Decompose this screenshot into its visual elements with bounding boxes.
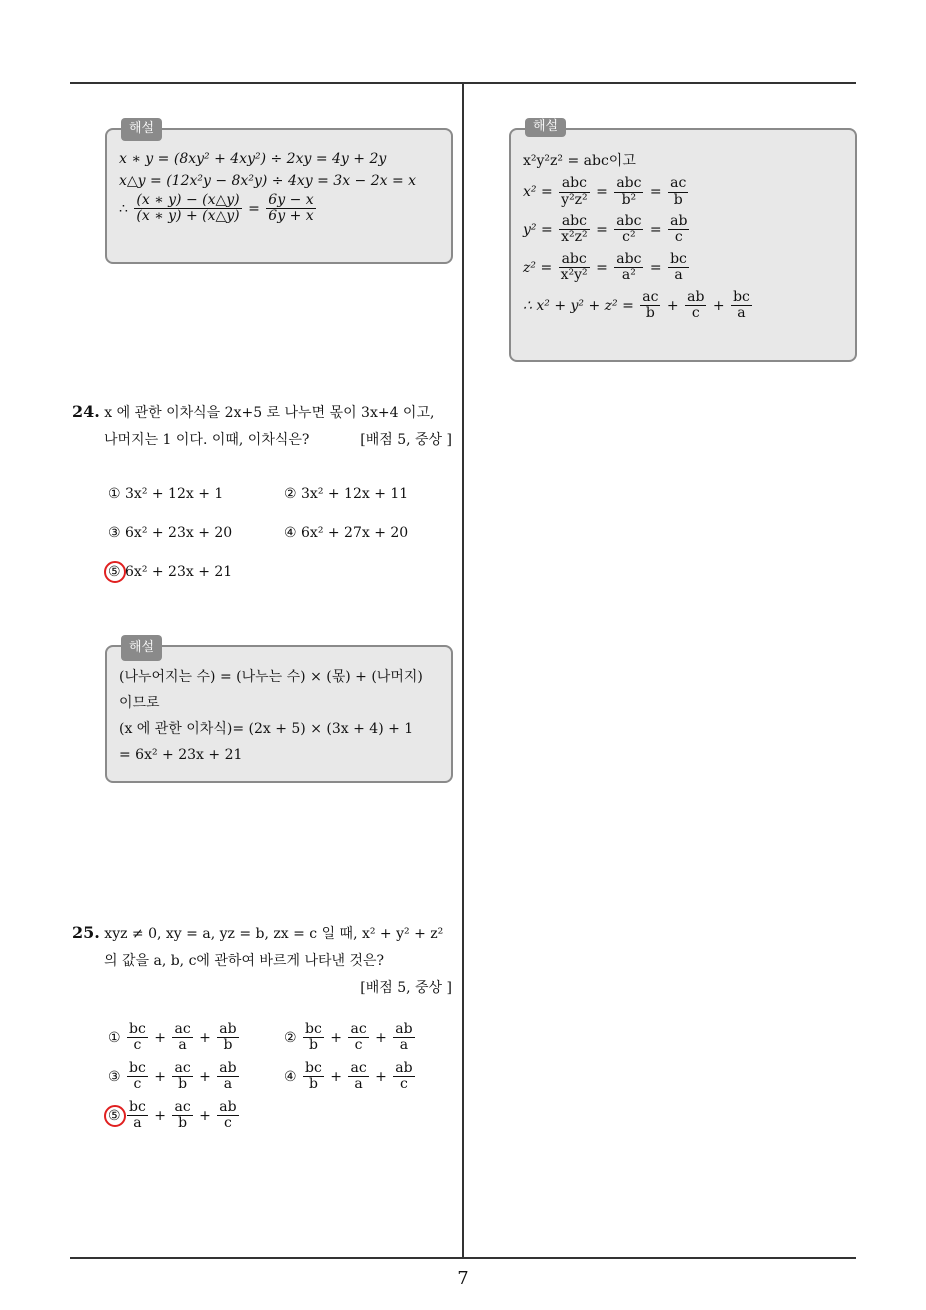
equals-sign: =	[649, 221, 662, 238]
fraction-numerator: abc	[616, 250, 642, 267]
question-line	[72, 918, 452, 948]
fraction-numerator: bc	[305, 1021, 322, 1037]
option-mark: ③	[108, 1068, 121, 1085]
fraction-denominator: b²	[621, 191, 637, 208]
solution-tag: 해설	[525, 118, 566, 137]
fraction	[348, 1022, 368, 1054]
question-line	[72, 397, 452, 427]
fraction	[393, 1061, 414, 1093]
fraction	[266, 193, 315, 225]
solution-box-24	[105, 640, 453, 783]
solution-line: (나누어지는 수) = (나누는 수) × (몫) + (나머지)	[119, 669, 423, 685]
fraction-numerator: abc	[559, 214, 590, 230]
plus-sign: +	[154, 1107, 167, 1124]
points-label: [배점 5, 중상 ]	[360, 979, 452, 996]
fraction-denominator: b	[223, 1037, 233, 1054]
fraction	[217, 1022, 238, 1054]
solution-line: x ∗ y = (8xy² + 4xy²) ÷ 2xy = 4y + 2y	[119, 151, 387, 167]
plus-sign: +	[154, 1068, 167, 1085]
equals-sign: =	[596, 259, 608, 276]
fraction-numerator: ab	[687, 288, 705, 305]
fraction-numerator: abc	[559, 252, 590, 268]
solution-line: x△y = (12x²y − 8x²y) ÷ 4xy = 3x − 2x = x	[119, 173, 417, 190]
solution-fraction-line	[119, 193, 439, 225]
fraction-denominator: a	[178, 1037, 187, 1054]
option-5[interactable]	[108, 1100, 241, 1132]
fraction	[127, 1022, 148, 1054]
solution-y2-line	[523, 214, 843, 246]
lhs: z² =	[523, 259, 553, 276]
fraction-numerator: ab	[670, 212, 688, 229]
plus-sign: +	[330, 1029, 343, 1046]
option-text: 6x² + 27x + 20	[301, 525, 409, 541]
question-text: xyz ≠ 0, xy = a, yz = b, zx = c 일 때, x² + y² + z²	[104, 926, 444, 942]
option-text: 3x² + 12x + 11	[301, 486, 409, 502]
question-line	[72, 427, 452, 454]
equals-sign: =	[649, 259, 662, 276]
equals-sign: =	[248, 200, 260, 217]
lhs: y² =	[523, 221, 553, 238]
column-divider	[462, 82, 464, 1258]
fraction	[217, 1061, 238, 1093]
fraction-numerator: bc	[129, 1060, 146, 1076]
fraction-numerator: bc	[129, 1021, 146, 1037]
option-mark: ①	[108, 486, 121, 502]
fraction-denominator: b	[178, 1076, 188, 1093]
question-24	[72, 397, 452, 454]
fraction	[303, 1022, 324, 1054]
question-line	[72, 975, 452, 1002]
fraction	[127, 1100, 148, 1132]
fraction-numerator: ac	[174, 1099, 191, 1115]
fraction	[393, 1022, 414, 1054]
fraction	[217, 1100, 238, 1132]
fraction-denominator: (x ∗ y) + (x△y)	[136, 208, 240, 225]
fraction-numerator: ac	[642, 288, 659, 305]
plus-sign: +	[199, 1068, 211, 1085]
fraction-denominator: b	[645, 304, 655, 321]
fraction-numerator: ab	[219, 1099, 237, 1115]
option-2[interactable]	[284, 486, 408, 502]
fraction-denominator: c	[674, 229, 683, 246]
bottom-rule	[70, 1257, 856, 1259]
fraction	[172, 1061, 192, 1093]
fraction-denominator: c	[691, 304, 700, 321]
question-text: 나머지는 1 이다. 이때, 이차식은?	[104, 432, 310, 449]
fraction-denominator: c	[133, 1037, 142, 1054]
fraction-numerator: ac	[174, 1060, 191, 1076]
fraction	[731, 290, 752, 322]
answer-circle-icon	[104, 1105, 126, 1127]
fraction-denominator: b	[178, 1115, 188, 1132]
fraction-numerator: bc	[670, 250, 687, 267]
option-4[interactable]	[284, 525, 408, 541]
plus-sign: +	[330, 1068, 343, 1085]
lhs: ∴ x² + y² + z² =	[523, 297, 634, 314]
fraction-numerator: ab	[219, 1021, 237, 1037]
option-1[interactable]	[108, 486, 223, 502]
fraction-denominator: c	[354, 1037, 363, 1054]
fraction-denominator: b	[308, 1076, 318, 1093]
plus-sign: +	[199, 1107, 211, 1124]
option-1[interactable]	[108, 1022, 241, 1054]
equals-sign: =	[596, 221, 608, 238]
fraction-denominator: x²z²	[561, 229, 588, 246]
fraction-denominator: x²y²	[560, 267, 588, 284]
fraction-numerator: bc	[305, 1060, 322, 1076]
question-number: 25.	[72, 923, 100, 942]
option-text: 6x² + 23x + 21	[125, 564, 233, 580]
fraction-numerator: ab	[219, 1060, 237, 1076]
therefore-symbol: ∴	[119, 200, 128, 217]
equals-sign: =	[596, 184, 608, 201]
plus-sign: +	[375, 1068, 387, 1085]
fraction-numerator: ab	[395, 1021, 413, 1037]
option-mark: ③	[108, 525, 121, 541]
option-mark: ④	[284, 1068, 297, 1085]
fraction	[348, 1061, 368, 1093]
option-3[interactable]	[108, 525, 232, 541]
lhs: x² =	[523, 184, 553, 201]
option-mark: ④	[284, 525, 297, 541]
solution-line: (x 에 관한 이차식)= (2x + 5) × (3x + 4) + 1	[119, 720, 414, 737]
question-text: 의 값을 a, b, c에 관하여 바르게 나타낸 것은?	[104, 953, 385, 970]
fraction-numerator: bc	[733, 288, 750, 305]
plus-sign: +	[666, 297, 679, 314]
fraction-numerator: (x ∗ y) − (x△y)	[136, 191, 240, 208]
solution-tag: 해설	[121, 635, 162, 661]
fraction-denominator: b	[673, 191, 683, 208]
fraction-denominator: a	[737, 304, 746, 321]
solution-line: 이므로	[119, 694, 160, 711]
fraction-denominator: y²z²	[561, 191, 588, 208]
fraction	[134, 193, 241, 225]
fraction-denominator: b	[308, 1037, 318, 1054]
fraction	[127, 1061, 148, 1093]
fraction-numerator: 6y − x	[268, 191, 314, 208]
solution-sum-line	[523, 290, 843, 322]
page-number: 7	[457, 1268, 469, 1289]
fraction-denominator: 6y + x	[268, 208, 314, 225]
option-text: 3x² + 12x + 1	[125, 486, 224, 502]
fraction-denominator: c	[133, 1076, 142, 1093]
fraction	[172, 1022, 192, 1054]
option-5[interactable]	[108, 564, 232, 580]
solution-x2-line	[523, 176, 843, 208]
fraction-numerator: abc	[616, 212, 642, 229]
fraction-denominator: a	[399, 1037, 409, 1054]
fraction-numerator: ac	[350, 1060, 367, 1076]
question-text: x 에 관한 이차식을 2x+5 로 나누면 몫이 3x+4 이고,	[104, 405, 435, 421]
fraction	[668, 176, 688, 208]
fraction	[668, 214, 689, 246]
fraction-denominator: c	[400, 1076, 408, 1093]
solution-tag: 해설	[121, 118, 162, 141]
fraction-numerator: ac	[350, 1021, 367, 1037]
fraction	[640, 290, 660, 322]
option-mark: ②	[284, 1029, 297, 1046]
fraction	[303, 1061, 324, 1093]
option-mark: ⑤	[108, 1107, 121, 1124]
fraction	[614, 176, 643, 208]
solution-line: = 6x² + 23x + 21	[119, 746, 243, 763]
question-line	[72, 948, 452, 975]
plus-sign: +	[712, 297, 725, 314]
equals-sign: =	[649, 184, 662, 201]
answer-circle-icon	[104, 561, 126, 583]
fraction-numerator: abc	[616, 175, 642, 192]
question-25	[72, 918, 452, 1002]
fraction	[559, 176, 590, 208]
fraction-denominator: a	[223, 1076, 233, 1093]
option-mark: ②	[284, 486, 297, 502]
solution-box-25	[509, 119, 857, 362]
fraction-denominator: a	[133, 1115, 142, 1132]
solution-z2-line	[523, 252, 843, 284]
fraction	[559, 214, 590, 246]
fraction-denominator: a	[354, 1076, 363, 1093]
fraction-numerator: ac	[174, 1021, 191, 1037]
points-label: [배점 5, 중상 ]	[360, 432, 452, 449]
option-mark: ⑤	[108, 564, 121, 580]
option-4[interactable]	[284, 1061, 417, 1093]
fraction-denominator: c	[224, 1115, 232, 1132]
plus-sign: +	[375, 1029, 387, 1046]
fraction	[685, 290, 706, 322]
fraction-numerator: bc	[129, 1099, 146, 1115]
question-number: 24.	[72, 402, 100, 421]
plus-sign: +	[199, 1029, 211, 1046]
fraction-numerator: ab	[395, 1060, 413, 1076]
option-2[interactable]	[284, 1022, 417, 1054]
option-mark: ①	[108, 1029, 121, 1046]
fraction-denominator: a	[674, 267, 683, 284]
option-3[interactable]	[108, 1061, 241, 1093]
solution-box-23	[105, 121, 453, 264]
fraction-numerator: ac	[670, 175, 687, 192]
fraction-numerator: abc	[559, 176, 590, 192]
solution-line: x²y²z² = abc이고	[523, 153, 636, 169]
plus-sign: +	[154, 1029, 167, 1046]
option-text: 6x² + 23x + 20	[125, 525, 233, 541]
fraction-denominator: c²	[622, 229, 636, 246]
fraction	[614, 214, 643, 246]
fraction	[614, 252, 643, 284]
fraction	[172, 1100, 192, 1132]
fraction	[668, 252, 689, 284]
fraction-denominator: a²	[621, 267, 636, 284]
fraction	[559, 252, 590, 284]
